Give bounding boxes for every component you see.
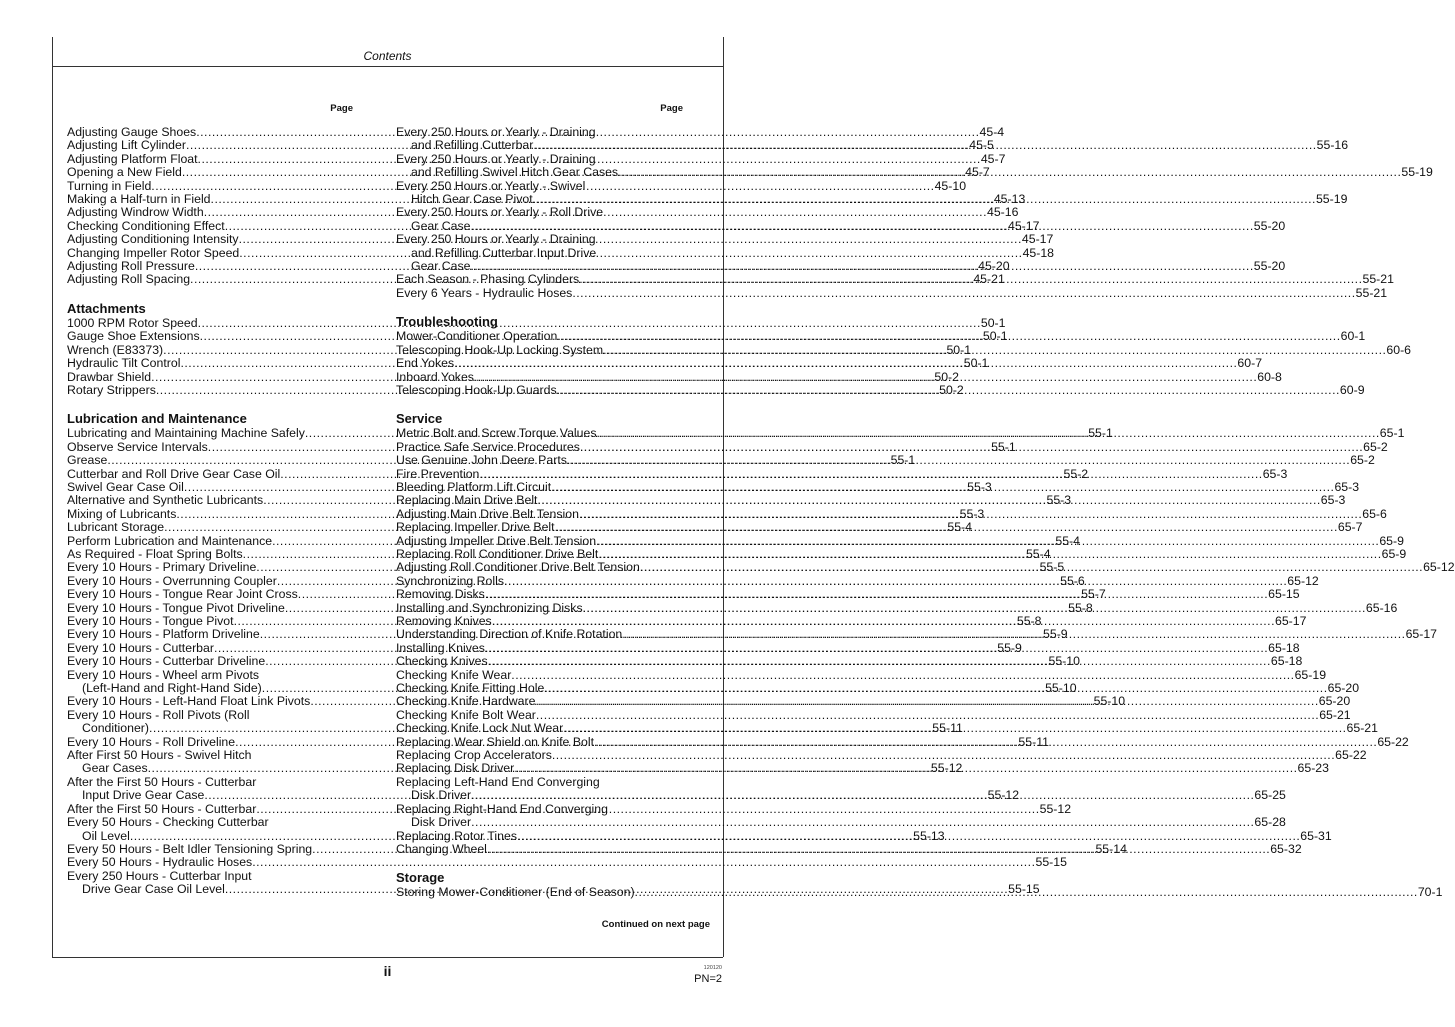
toc-entry-title: Bleeding Platform Lift Circuit — [396, 479, 552, 494]
toc-entry-page: 55-8 — [1068, 600, 1093, 615]
toc-entry-title-line: Replacing Right-Hand End Converging — [396, 801, 608, 816]
toc-entry-title: Opening a New Field — [67, 165, 182, 180]
dot-leader — [594, 736, 1377, 749]
toc-entry-title: Removing Disks — [396, 587, 485, 602]
toc-entry-page: 50-1 — [980, 315, 1006, 330]
toc-entry-page: 55-10 — [1045, 681, 1077, 696]
toc-entry-title: Making a Half-turn in Field — [67, 192, 211, 207]
toc-entry-title: Adjusting Main Drive Belt Tension — [396, 506, 579, 521]
toc-entry-title: Replacing Impeller Drive Belt — [396, 520, 555, 535]
toc-entry-page: 55-4 — [1025, 546, 1051, 561]
toc-entry-title: Gear Case — [411, 259, 471, 274]
toc-entry-title: Every 10 Hours - Tongue Pivot Driveline — [67, 600, 285, 615]
toc-entry-page: 45-17 — [1007, 218, 1040, 233]
toc-entry-title: Practice Safe Service Procedures — [396, 439, 580, 454]
toc-entry-title: Replacing Main Drive Belt — [396, 493, 538, 508]
toc-entry-title: Observe Service Intervals — [67, 439, 208, 454]
dot-leader — [471, 815, 1254, 829]
toc-entry-title: Swivel Gear Case Oil — [67, 479, 184, 494]
toc-entry-title: Inboard Yokes — [396, 369, 474, 384]
dot-leader — [479, 468, 1262, 481]
toc-entry-page: 45-7 — [980, 151, 1006, 166]
toc-entry-title-line: After First 50 Hours - Swivel Hitch — [67, 748, 252, 763]
toc-entry-title-line: Every 10 Hours - Wheel arm Pivots — [67, 667, 260, 682]
toc-entry-page: 55-2 — [1063, 466, 1089, 481]
toc-entry-page: 65-7 — [1337, 520, 1363, 535]
dot-leader — [488, 655, 1271, 668]
dot-leader — [470, 259, 1253, 273]
toc-entry-page: 65-21 — [1319, 707, 1351, 722]
pn-label: PN=2 — [694, 973, 722, 985]
toc-entry-row — [67, 855, 1067, 870]
toc-entry-title: Rotary Strippers — [67, 382, 156, 397]
toc-entry-page: 65-28 — [1254, 815, 1286, 830]
toc-entry-page: 55-5 — [1039, 560, 1065, 575]
dot-leader — [579, 273, 1362, 286]
toc-entry-title: Oil Level — [82, 828, 130, 843]
dot-leader — [622, 628, 1405, 641]
toc-entry-page: 60-1 — [1340, 329, 1366, 344]
toc-entry-title: Replacing Disk Driver — [396, 761, 515, 776]
toc-entry-title: Hitch Gear Case Pivot — [411, 192, 533, 207]
toc-entry-title: Installing Knives — [396, 640, 485, 655]
toc-entry-title: Replacing Rotor Tines — [396, 828, 517, 843]
toc-entry-page: 55-1 — [991, 439, 1016, 454]
toc-entry — [396, 748, 1367, 763]
dot-leader — [504, 575, 1287, 588]
toc-entry-title: Each Season - Phasing Cylinders — [396, 272, 580, 287]
toc-entry-title-line: and Refilling Cutterbar Input Drive — [411, 245, 597, 260]
toc-entry-page: 65-15 — [1268, 587, 1300, 602]
toc-entry-title: Lubricant Storage — [67, 520, 165, 535]
toc-entry-title: Every 10 Hours - Left-Hand Float Link Pivots — [67, 694, 311, 709]
toc-entry-title: Fire Prevention — [396, 466, 480, 481]
toc-entry-title: Every 10 Hours - Roll Driveline — [67, 734, 236, 749]
dot-leader — [470, 219, 1253, 233]
toc-entry-page: 65-9 — [1381, 546, 1407, 561]
toc-entry-page: 55-7 — [1081, 587, 1106, 602]
toc-entry-title: Installing and Synchronizing Disks — [396, 600, 583, 615]
toc-entry-page: 55-14 — [1095, 841, 1127, 856]
toc-entry-title-line: Every 250 Hours or Yearly - Swivel — [396, 178, 586, 193]
dot-leader — [454, 357, 1237, 370]
toc-entry-page: 55-12 — [930, 761, 963, 776]
toc-entry-page: 65-25 — [1254, 788, 1286, 803]
toc-entry-title: Checking Knife Hardware — [396, 694, 536, 709]
toc-entry-title: Adjusting Gauge Shoes — [67, 125, 197, 139]
dot-leader — [536, 709, 1319, 722]
section-title-service: Service — [396, 411, 443, 427]
toc-entry-page: 65-20 — [1318, 694, 1351, 709]
toc-entry-title: Adjusting Impeller Drive Belt Tension — [396, 533, 597, 548]
toc-entry-title-line: Every 250 Hours - Cutterbar Input — [67, 868, 252, 883]
toc-entry-page: 60-7 — [1237, 356, 1263, 371]
footer-rule — [52, 957, 723, 958]
toc-entry-page: 65-1 — [1379, 426, 1405, 441]
toc-entry-title: Adjusting Lift Cylinder — [67, 138, 186, 153]
toc-entry-title: Replacing Crop Accelerators — [396, 748, 552, 763]
toc-entry-page: 55-16 — [1316, 138, 1349, 153]
toc-entry-page: 55-21 — [1355, 285, 1388, 300]
dot-leader — [533, 138, 1316, 152]
toc-entry-page: 50-1 — [982, 329, 1008, 344]
toc-entry-row — [396, 815, 1286, 830]
toc-entry-title-line: After the First 50 Hours - Cutterbar — [67, 774, 257, 789]
dot-leader — [535, 695, 1318, 708]
doc-code: 120120 — [703, 965, 722, 971]
toc-entry-page: 65-22 — [1335, 748, 1367, 763]
toc-entry-title: Every 10 Hours - Overrunning Coupler — [67, 573, 277, 588]
page-title: Contents — [363, 49, 412, 63]
dot-leader — [596, 535, 1379, 548]
dot-leader — [471, 788, 1254, 802]
toc-entry-page: 55-11 — [932, 721, 963, 736]
toc-entry-title: Cutterbar and Roll Drive Gear Case Oil — [67, 466, 281, 481]
header-rule — [52, 66, 723, 67]
toc-entry-title: Adjusting Roll Spacing — [67, 272, 191, 287]
toc-entry-title: Synchronizing Rolls — [396, 573, 504, 588]
toc-entry-title: Conditioner) — [82, 721, 149, 736]
toc-entry-page: 55-1 — [890, 453, 916, 468]
toc-entry-title: Telescoping Hook-Up Locking System — [396, 342, 604, 357]
toc-entry-title: Replacing Wear Shield on Knife Bolt — [396, 734, 595, 749]
toc-entry-title: Every 6 Years - Hydraulic Hoses — [396, 285, 573, 300]
dot-leader — [552, 749, 1335, 762]
toc-entry — [396, 667, 1327, 682]
toc-entry — [396, 707, 1351, 722]
toc-entry-title: Disk Driver — [411, 788, 472, 803]
toc-entry-page: 45-10 — [934, 178, 967, 193]
toc-entry-page: 65-21 — [1346, 721, 1378, 736]
toc-entry-page: 55-4 — [1055, 533, 1080, 548]
toc-entry-title: Checking Conditioning Effect — [67, 218, 225, 233]
toc-entry-page: 60-8 — [1257, 369, 1282, 384]
toc-entry-page: 65-3 — [1320, 493, 1346, 508]
toc-entry-page: 55-10 — [1093, 694, 1126, 709]
dot-leader — [557, 330, 1340, 343]
dot-leader — [555, 521, 1338, 534]
toc-entry-page: 55-3 — [1046, 493, 1072, 508]
toc-entry-row — [396, 285, 1388, 300]
toc-entry-page: 65-6 — [1362, 506, 1387, 521]
toc-entry-title: Every 10 Hours - Primary Driveline — [67, 560, 257, 575]
toc-entry-title: Storing Mower-Conditioner (End of Season) — [396, 885, 635, 900]
toc-entry-page: 45-16 — [986, 205, 1019, 220]
toc-entry-page: 55-3 — [959, 506, 985, 521]
toc-entry-page: 65-2 — [1363, 439, 1388, 454]
toc-entry-page: 55-1 — [1088, 426, 1113, 441]
toc-entry-title-line: Every 10 Hours - Roll Pivots (Roll — [67, 707, 250, 722]
toc-entry-page: 65-12 — [1287, 573, 1319, 588]
dot-leader — [635, 886, 1418, 899]
toc-entry-page: 65-18 — [1268, 640, 1300, 655]
toc-entry-title: Wrench (E83373) — [67, 342, 164, 357]
toc-entry-title-line: Every 250 Hours or Yearly - Draining — [396, 232, 596, 247]
section-title-attachments: Attachments — [67, 300, 146, 316]
toc-entry-title: Every 10 Hours - Cutterbar — [67, 640, 214, 655]
dot-leader — [511, 669, 1294, 682]
toc-entry-title: and Refilling Cutterbar — [411, 138, 534, 153]
toc-entry-title: Drawbar Shield — [67, 369, 152, 384]
toc-entry-title: Alternative and Synthetic Lubricants — [67, 493, 264, 508]
toc-entry-page: 65-17 — [1274, 614, 1307, 628]
toc-entry-page: 55-15 — [1035, 855, 1067, 870]
toc-entry-title: Every 10 Hours - Tongue Pivot — [67, 614, 234, 628]
toc-entry-page: 45-20 — [978, 259, 1010, 274]
toc-entry-page: 50-2 — [934, 369, 959, 384]
dot-leader — [598, 548, 1381, 561]
toc-entry-page: 55-9 — [997, 640, 1022, 655]
toc-entry-page: 50-1 — [963, 356, 989, 371]
toc-entry-title: Input Drive Gear Case — [82, 788, 205, 803]
toc-entry-page: 55-8 — [1016, 614, 1042, 628]
toc-entry-title: Gauge Shoe Extensions — [67, 329, 200, 344]
dot-leader — [618, 165, 1401, 179]
dot-leader — [551, 481, 1334, 494]
toc-entry-title: Every 50 Hours - Belt Idler Tensioning Spring — [67, 841, 313, 856]
toc-entry-page: 65-23 — [1297, 761, 1329, 776]
toc-entry-row — [396, 707, 1351, 722]
dot-leader — [603, 344, 1386, 357]
toc-entry-page: 45-7 — [965, 165, 990, 180]
toc-entry — [67, 855, 1067, 870]
toc-entry-title: Hydraulic Tilt Control — [67, 356, 181, 371]
dot-leader — [557, 384, 1340, 397]
toc-entry-page: 55-11 — [1018, 734, 1049, 749]
toc-entry-title: (Left-Hand and Right-Hand Side) — [82, 681, 262, 696]
toc-entry-title-line: Every 50 Hours - Checking Cutterbar — [67, 815, 269, 830]
toc-entry-title: Understanding Direction of Knife Rotation — [396, 627, 623, 642]
toc-entry-title: Gear Case — [411, 218, 471, 233]
toc-entry-title: Telescoping Hook-Up Guards — [396, 382, 557, 397]
toc-entry-title: Every 10 Hours - Tongue Rear Joint Cross — [67, 587, 298, 602]
toc-entry-title: Every 50 Hours - Hydraulic Hoses — [67, 855, 253, 870]
toc-entry-page: 45-21 — [973, 272, 1005, 287]
toc-entry-page: 55-19 — [1401, 165, 1433, 180]
toc-entry-page: 65-31 — [1300, 828, 1332, 843]
toc-entry-title: Adjusting Roll Conditioner Drive Belt Tension — [396, 560, 640, 575]
toc-entry-title-line: Every 250 Hours or Yearly - Draining — [396, 125, 596, 139]
continued-note: Continued on next page — [601, 919, 710, 930]
toc-entry-title-line: Replacing Left-Hand End Converging — [396, 774, 600, 789]
toc-entry-title: 1000 RPM Rotor Speed — [67, 315, 198, 330]
page-column-label: Page — [660, 103, 683, 114]
toc-entry-title: Turning in Field — [67, 178, 152, 193]
toc-entry-title: Mower-Conditioner Operation — [396, 329, 558, 344]
dot-leader — [567, 454, 1350, 467]
toc-entry-title: Adjusting Roll Pressure — [67, 259, 195, 274]
toc-entry-title: Adjusting Conditioning Intensity — [67, 232, 239, 247]
toc-entry-page: 60-6 — [1386, 342, 1412, 357]
toc-entry-title: Checking Knife Fitting Hole — [396, 681, 545, 696]
dot-leader — [583, 602, 1366, 615]
toc-entry-title: Replacing Roll Conditioner Drive Belt — [396, 546, 599, 561]
toc-entry — [396, 285, 1388, 300]
dot-leader — [544, 682, 1327, 695]
toc-entry-page: 65-18 — [1270, 654, 1303, 669]
toc-entry-page: 60-9 — [1339, 382, 1365, 397]
toc-entry-title: Metric Bolt and Screw Torque Values — [396, 426, 597, 441]
toc-entry-page: 65-12 — [1423, 560, 1455, 575]
toc-entry-title: Every 10 Hours - Cutterbar Driveline — [67, 654, 266, 669]
dot-leader — [572, 287, 1355, 300]
toc-entry-page: 55-12 — [987, 788, 1020, 803]
toc-entry-title: Checking Knife Wear — [396, 667, 512, 682]
toc-entry-title: and Refilling Swivel Hitch Gear Cases — [411, 165, 619, 180]
toc-entry-page: 65-3 — [1334, 479, 1360, 494]
section-title-storage: Storage — [396, 870, 445, 886]
section-title-lubrication: Lubrication and Maintenance — [67, 411, 247, 427]
toc-entry-title: After the First 50 Hours - Cutterbar — [67, 801, 257, 816]
toc-entry-page: 65-22 — [1377, 734, 1409, 749]
toc-entry-title: Changing Impeller Rotor Speed — [67, 245, 240, 260]
dot-leader — [514, 762, 1297, 775]
dot-leader — [537, 494, 1320, 507]
toc-entry-title: Adjusting Platform Float — [67, 151, 198, 166]
dot-leader — [640, 561, 1423, 574]
toc-entry-page: 45-4 — [979, 125, 1005, 139]
toc-entry-page: 65-2 — [1350, 453, 1375, 468]
toc-entry-page: 65-3 — [1262, 466, 1288, 481]
page-column-label: Page — [330, 103, 353, 114]
toc-entry-page: 65-17 — [1405, 627, 1438, 642]
toc-entry-page: 55-15 — [1008, 882, 1040, 897]
toc-entry-title: Disk Driver — [411, 815, 472, 830]
toc-entry-page: 55-20 — [1253, 218, 1286, 233]
toc-entry-title: Use Genuine John Deere Parts — [396, 453, 567, 468]
toc-entry-page: 50-2 — [939, 382, 964, 397]
dot-leader — [485, 642, 1268, 655]
dot-leader — [474, 371, 1257, 384]
toc-entry-title: Changing Wheel — [396, 841, 487, 856]
toc-entry-page: 55-10 — [1048, 654, 1080, 669]
dot-leader — [597, 427, 1380, 440]
toc-entry-row — [396, 748, 1367, 763]
toc-entry-page: 55-19 — [1315, 192, 1348, 207]
toc-entry-page: 45-5 — [969, 138, 994, 153]
dot-leader — [492, 615, 1275, 628]
toc-entry-title: Perform Lubrication and Maintenance — [67, 533, 273, 548]
toc-entry-title-line: Every 250 Hours or Yearly - Draining — [396, 151, 596, 166]
toc-entry-page: 55-21 — [1362, 272, 1394, 287]
toc-entry-page: 45-18 — [1022, 245, 1055, 260]
toc-entry-page: 70-1 — [1417, 885, 1443, 900]
toc-entry-title: Adjusting Windrow Width — [67, 205, 204, 220]
dot-leader — [563, 722, 1346, 735]
dot-leader — [533, 192, 1316, 206]
toc-entry-page: 55-12 — [1039, 801, 1072, 816]
toc-entry-page: 55-9 — [1043, 627, 1068, 642]
toc-entry-title: Gear Cases — [82, 761, 148, 776]
toc-entry-title: Grease — [67, 453, 108, 468]
toc-entry-title: Removing Knives — [396, 614, 492, 628]
section-title-troubleshooting: Troubleshooting — [396, 314, 498, 330]
toc-entry-title: End Yokes — [396, 356, 455, 371]
toc-entry-title: Checking Knife Bolt Wear — [396, 707, 536, 722]
toc-entry-page: 50-1 — [946, 342, 972, 357]
toc-entry-title: Every 10 Hours - Platform Driveline — [67, 627, 260, 642]
toc-entry-page: 55-4 — [947, 520, 972, 535]
toc-entry-page: 65-20 — [1327, 681, 1360, 696]
toc-entry-page: 55-20 — [1253, 259, 1286, 274]
dot-leader — [579, 508, 1362, 521]
toc-entry-page: 55-6 — [1060, 573, 1085, 588]
toc-entry-title: Lubricating and Maintaining Machine Safely — [67, 426, 305, 441]
toc-entry-title: Checking Knives — [396, 654, 488, 669]
toc-entry-page: 55-3 — [967, 479, 992, 494]
toc-entry-title: Drive Gear Case Oil Level — [82, 882, 225, 897]
toc-entry-page: 65-32 — [1270, 841, 1302, 856]
page-number: ii — [383, 963, 392, 979]
toc-entry-title: Mixing of Lubricants — [67, 506, 177, 521]
toc-entry-page: 45-13 — [993, 192, 1026, 207]
dot-leader — [485, 588, 1268, 601]
toc-entry-title-line: Every 250 Hours or Yearly - Roll Drive — [396, 205, 604, 220]
toc-entry-title: Checking Knife Lock Nut Wear — [396, 721, 564, 736]
dot-leader — [517, 830, 1300, 843]
toc-entry-row — [396, 667, 1327, 682]
dot-leader — [580, 441, 1363, 454]
dot-leader — [487, 843, 1270, 856]
toc-entry-page: 65-19 — [1294, 667, 1327, 682]
toc-entry-title: As Required - Float Spring Bolts — [67, 546, 243, 561]
toc-entry-page: 65-16 — [1365, 600, 1398, 615]
toc-entry-page: 65-9 — [1379, 533, 1404, 548]
toc-entry-page: 45-17 — [1021, 232, 1054, 247]
toc-entry-page: 55-13 — [913, 828, 945, 843]
